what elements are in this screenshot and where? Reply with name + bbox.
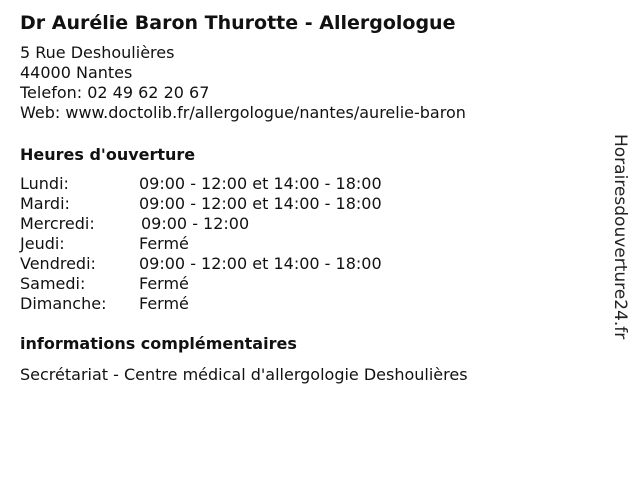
day-label: Mercredi: (20, 214, 95, 233)
additional-info-heading: informations complémentaires (20, 334, 297, 353)
opening-hours-heading: Heures d'ouverture (20, 145, 196, 164)
website: Web: www.doctolib.fr/allergologue/nantes/aurelie-baron (20, 103, 466, 122)
address-block (20, 43, 466, 123)
time-value: 09:00 - 12:00 et 14:00 - 18:00 (139, 194, 382, 213)
city-address: 44000 Nantes (20, 63, 133, 82)
time-value: Fermé (139, 274, 189, 293)
phone-number: Telefon: 02 49 62 20 67 (20, 83, 210, 102)
time-value: 09:00 - 12:00 et 14:00 - 18:00 (139, 254, 382, 273)
site-watermark: Horairesdouverture24.fr (610, 134, 630, 340)
day-label: Samedi: (20, 274, 86, 293)
street-address: 5 Rue Deshoulières (20, 43, 175, 62)
time-value: Fermé (139, 294, 189, 313)
additional-info-text: Secrétariat - Centre médical d'allergologie Deshoulières (20, 365, 468, 384)
day-label: Lundi: (20, 174, 69, 193)
time-value: Fermé (139, 234, 189, 253)
page-title: Dr Aurélie Baron Thurotte - Allergologue (20, 12, 456, 34)
day-label: Jeudi: (20, 234, 65, 253)
day-label: Mardi: (20, 194, 70, 213)
time-value: 09:00 - 12:00 et 14:00 - 18:00 (139, 174, 382, 193)
time-value: 09:00 - 12:00 (141, 214, 250, 233)
day-label: Vendredi: (20, 254, 96, 273)
day-label: Dimanche: (20, 294, 107, 313)
